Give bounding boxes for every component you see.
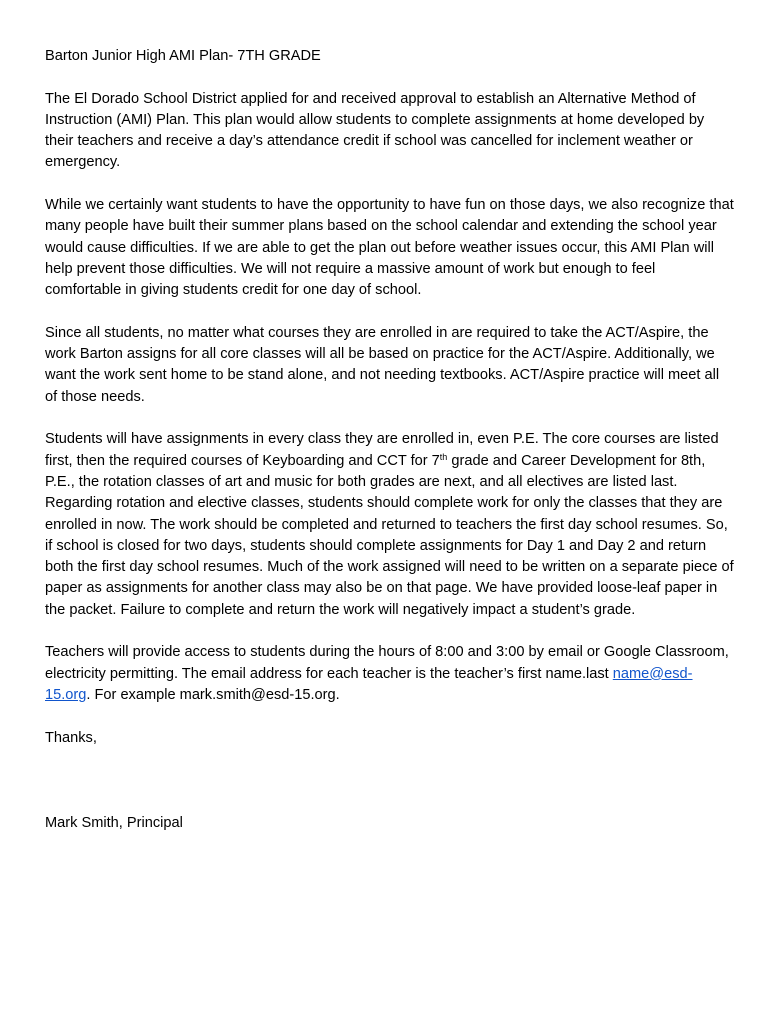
teacher-access-text-part1: Teachers will provide access to students during the hours of 8:00 and 3:00 by email or Google Classroom, electricity permitting. The email address for each teacher is the teacher’s first name.last (45, 644, 729, 682)
paragraph-intro: The El Dorado School District applied for and received approval to establish an Alternative Method of Instruction (AMI) Plan. This plan would allow students to complete assignments at home developed by their teachers and receive a day’s attendance credit if school was cancelled for inclement weather or emergency. (45, 90, 705, 171)
teacher-access-text-part2: . For example mark.smith@esd-15.org. (86, 686, 340, 703)
paragraph-teacher-access (45, 642, 735, 706)
signature-space (45, 770, 735, 813)
signature-line: Mark Smith, Principal (45, 814, 183, 831)
document-title: Barton Junior High AMI Plan- 7TH GRADE (45, 48, 321, 64)
paragraph-assignments (45, 429, 735, 621)
superscript-th: th (439, 451, 448, 462)
assignments-text-part2: grade and Career Development for 8th, P.E., the rotation classes of art and music for both grades are next, and all electives are listed last. Regarding rotation and elective classes, students should complete work for only the classes that they are enrolled in now. The work should be completed and returned to teachers the first day school resumes. So, if school is closed for two days, students should complete assignments for Day 1 and Day 2 and return both the first day school resumes. Much of the work assigned will need to be written on a separate piece of paper as assignments for another class may also be on that page. We have provided loose-leaf paper in the packet. Failure to complete and return the work will negatively impact a student’s grade. (45, 452, 734, 618)
paragraph-summer-plans: While we certainly want students to have the opportunity to have fun on those days, we also recognize that many people have built their summer plans based on the school calendar and extending the school year would cause difficulties. If we are able to get the plan out before weather issues occur, this AMI Plan will help prevent those difficulties. We will not require a massive amount of work but enough to feel comfortable in giving students credit for one day of school. (45, 197, 734, 299)
closing-text: Thanks, (45, 729, 97, 746)
paragraph-act-aspire: Since all students, no matter what courses they are enrolled in are required to take the ACT/Aspire, the work Barton assigns for all core classes will all be based on practice for the ACT/Aspire. Additionally, we want the work sent home to be stand alone, and not needing textbooks. ACT/Aspire practice will meet all of those needs. (45, 324, 720, 405)
email-link[interactable]: name@esd-15.org (45, 665, 693, 703)
letter-body (45, 46, 735, 855)
assignments-text-part1: Students will have assignments in every class they are enrolled in, even P.E. The core courses are listed first, then the required courses of Keyboarding and CCT for 7 (45, 431, 719, 469)
